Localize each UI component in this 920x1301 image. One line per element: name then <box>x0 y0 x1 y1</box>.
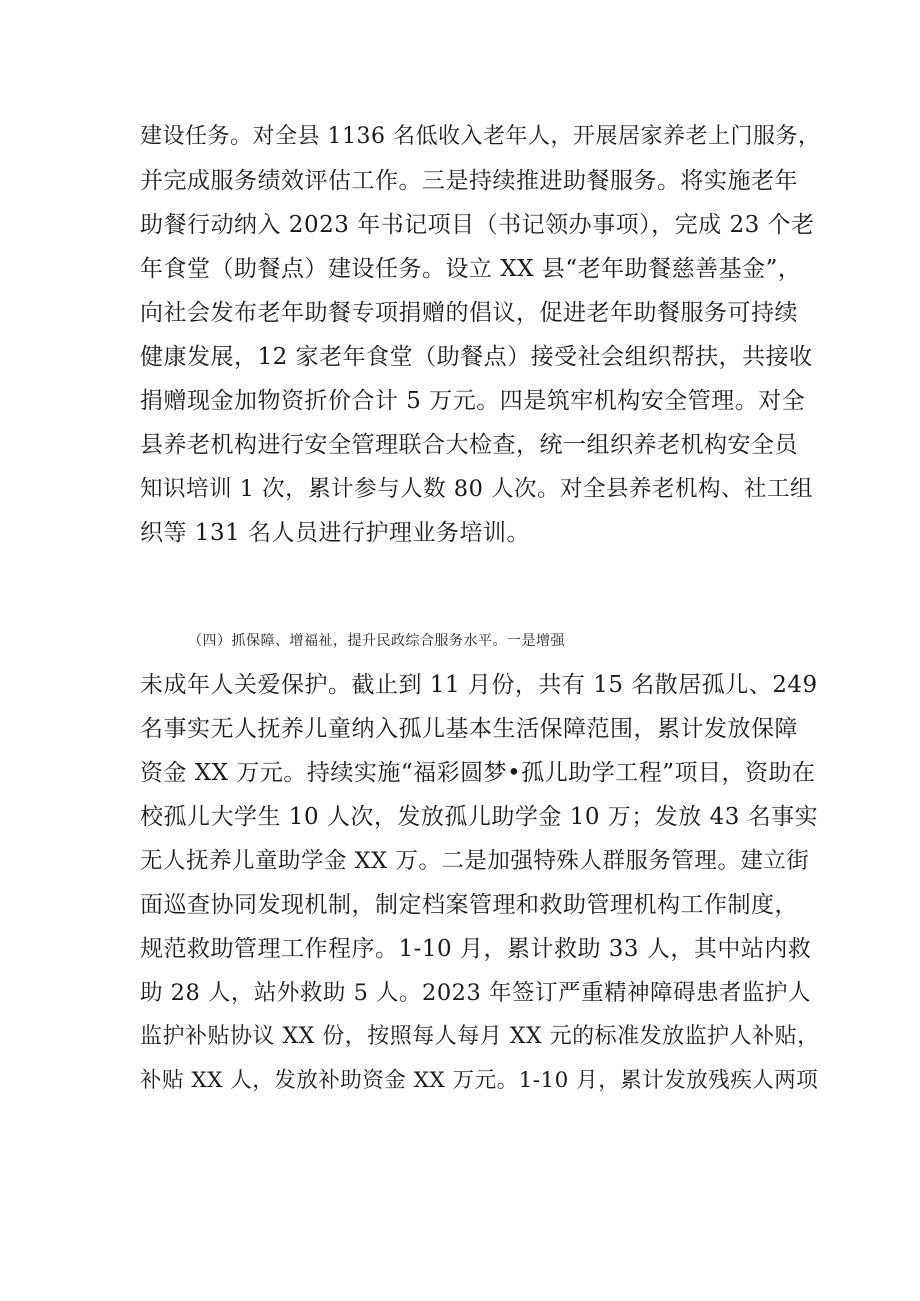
text-line: 校孤儿大学生 10 人次，发放孤儿助学金 10 万；发放 43 名事实 <box>140 804 819 830</box>
text-line: 捐赠现金加物资折价合计 5 万元。四是筑牢机构安全管理。对全 <box>140 388 806 414</box>
text-line: 资金 XX 万元。持续实施“福彩圆梦•孤儿助学工程”项目，资助在 <box>140 760 816 786</box>
text-line: 年食堂（助餐点）建设任务。设立 XX 县“老年助餐慈善基金”， <box>140 256 802 282</box>
text-line: 向社会发布老年助餐专项捐赠的倡议，促进老年助餐服务可持续 <box>140 300 798 326</box>
text-line: 建设任务。对全县 1136 名低收入老年人，开展居家养老上门服务， <box>140 124 821 149</box>
text-line: 未成年人关爱保护。截止到 11 月份，共有 15 名散居孤儿、249 <box>140 672 818 698</box>
section-heading-line: （四）抓保障、增福祉，提升民政综合服务水平。一是增强 <box>188 633 565 649</box>
text-line: 助 28 人，站外救助 5 人。2023 年签订严重精神障碍患者监护人 <box>140 980 811 1006</box>
text-line: 助餐行动纳入 2023 年书记项目（书记领办事项），完成 23 个老 <box>140 212 815 238</box>
text-line: 并完成服务绩效评估工作。三是持续推进助餐服务。将实施老年 <box>140 168 798 194</box>
text-line: 织等 131 名人员进行护理业务培训。 <box>140 520 531 546</box>
text-line: 监护补贴协议 XX 份，按照每人每月 XX 元的标准发放监护人补贴， <box>140 1024 820 1049</box>
text-line: 规范救助管理工作程序。1-10 月，累计救助 33 人，其中站内救 <box>140 936 812 962</box>
text-line: 面巡查协同发现机制，制定档案管理和救助管理机构工作制度， <box>140 892 798 918</box>
text-line: 县养老机构进行安全管理联合大检查，统一组织养老机构安全员 <box>140 432 798 458</box>
text-line: 无人抚养儿童助学金 XX 万。二是加强特殊人群服务管理。建立街 <box>140 848 810 874</box>
text-line: 健康发展，12 家老年食堂（助餐点）接受社会组织帮扶，共接收 <box>140 344 813 370</box>
text-line: 名事实无人抚养儿童纳入孤儿基本生活保障范围，累计发放保障 <box>140 716 798 742</box>
text-line: 补贴 XX 人，发放补助资金 XX 万元。1-10 月，累计发放残疾人两项 <box>140 1068 819 1093</box>
text-line: 知识培训 1 次，累计参与人数 80 人次。对全县养老机构、社工组 <box>140 476 814 502</box>
